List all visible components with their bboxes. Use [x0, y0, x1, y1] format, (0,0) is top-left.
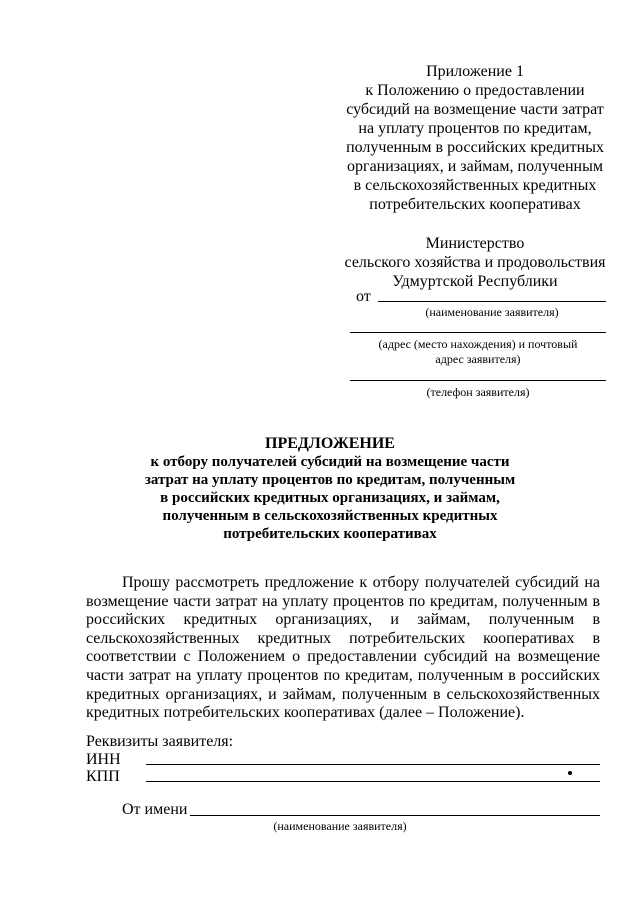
address-hint-block [350, 337, 606, 367]
applicant-phone-line[interactable] [350, 380, 606, 381]
requisites-heading: Реквизиты заявителя: [86, 733, 234, 750]
title-main: ПРЕДЛОЖЕНИЕ [265, 435, 395, 452]
appendix-line: в сельскохозяйственных кредитных [353, 177, 597, 194]
applicant-name-line[interactable] [378, 301, 606, 302]
on-behalf-line[interactable] [190, 815, 600, 816]
signature-name-hint: (наименование заявителя) [273, 819, 407, 833]
addressee-line: Министерство [425, 235, 525, 252]
document-title [60, 434, 600, 543]
appendix-line: субсидий на возмещение части затрат [346, 101, 604, 118]
ink-dot [568, 771, 572, 775]
addressee-line: Удмуртской Республики [392, 273, 558, 290]
appendix-block [340, 62, 610, 214]
applicant-name-hint: (наименование заявителя) [425, 305, 559, 319]
appendix-line: организациях, и займам, полученным [347, 158, 603, 175]
inn-label: ИНН [86, 751, 121, 768]
kpp-field-line[interactable] [146, 781, 600, 782]
kpp-label: КПП [86, 768, 120, 785]
address-hint-line: адрес заявителя) [435, 352, 521, 366]
title-line: потребительских кооперативах [223, 526, 437, 542]
phone-hint: (телефон заявителя) [426, 385, 530, 399]
body-paragraph: Прошу рассмотреть предложение к отбору получателей субсидий на возмещение части затрат на уплату процентов по кредитам, полученным в российских кредитных организациях, и займам, полученным в сельскохозяйственных кредитных потребительских кооперативах в соответствии с Положением о предоставлении субсидий на возмещение части затрат на уплату процентов по кредитам, полученным в российских кредитных организациях, и займам, полученным в сельскохозяйственных кредитных потребительских кооперативах (далее – Положение). [86, 574, 600, 722]
addressee-block [340, 234, 610, 291]
appendix-line: на уплату процентов по кредитам, [358, 120, 592, 137]
appendix-line: полученным в российских кредитных [346, 139, 604, 156]
title-line: в российских кредитных организациях, и займам, [160, 490, 500, 506]
addressee-line: сельского хозяйства и продовольствия [344, 254, 606, 271]
from-label: от [356, 288, 371, 305]
title-line: затрат на уплату процентов по кредитам, полученным [144, 472, 516, 488]
appendix-line: к Положению о предоставлении [365, 82, 585, 99]
appendix-line: потребительских кооперативах [369, 196, 581, 213]
title-line: к отбору получателей субсидий на возмещение части [150, 454, 510, 470]
title-line: полученным в сельскохозяйственных кредитных [162, 508, 498, 524]
inn-field-line[interactable] [146, 764, 600, 765]
address-hint-line: (адрес (место нахождения) и почтовый [378, 337, 578, 351]
applicant-address-line[interactable] [350, 332, 606, 333]
on-behalf-label: От имени [122, 801, 188, 818]
appendix-line: Приложение 1 [426, 63, 524, 80]
